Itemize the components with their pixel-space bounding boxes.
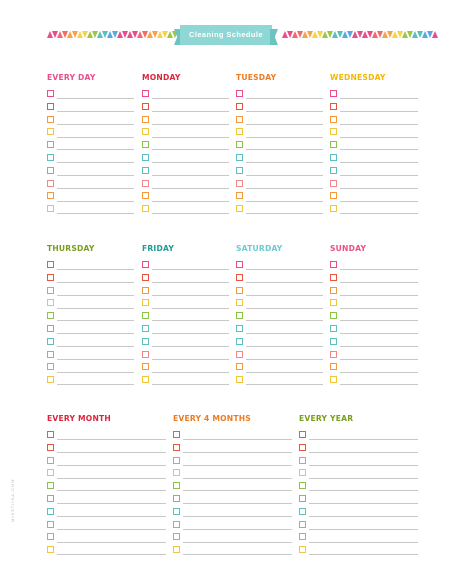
checkbox[interactable] xyxy=(173,495,180,502)
checkbox[interactable] xyxy=(47,299,54,306)
page-title: Cleaning Schedule xyxy=(189,30,263,39)
checkbox[interactable] xyxy=(330,338,337,345)
checklist-row xyxy=(47,348,134,361)
checklist-row xyxy=(47,271,134,284)
checkbox[interactable] xyxy=(47,469,54,476)
checklist-row xyxy=(236,87,323,100)
checklist-row xyxy=(330,335,418,348)
checkbox[interactable] xyxy=(299,482,306,489)
checklist-row xyxy=(299,530,418,543)
checklist-row xyxy=(47,87,134,100)
checkbox[interactable] xyxy=(236,261,243,268)
checklist-row xyxy=(142,284,229,297)
checkbox[interactable] xyxy=(47,508,54,515)
checklist-row xyxy=(299,518,418,531)
checkbox[interactable] xyxy=(330,325,337,332)
checkbox[interactable] xyxy=(299,533,306,540)
checklist-row xyxy=(47,164,134,177)
checkbox[interactable] xyxy=(47,495,54,502)
checklist-row xyxy=(236,271,323,284)
section-thursday xyxy=(47,243,134,386)
checkbox[interactable] xyxy=(47,457,54,464)
checkbox[interactable] xyxy=(236,205,243,212)
checkbox[interactable] xyxy=(142,167,149,174)
checklist-row xyxy=(330,202,418,215)
checkbox[interactable] xyxy=(330,299,337,306)
checklist-row xyxy=(236,164,323,177)
checklist-row xyxy=(330,322,418,335)
checkbox[interactable] xyxy=(142,128,149,135)
checklist-row xyxy=(142,348,229,361)
checkbox[interactable] xyxy=(47,363,54,370)
checkbox[interactable] xyxy=(47,116,54,123)
checklist-row xyxy=(47,530,166,543)
section-every-month xyxy=(47,413,166,556)
checklist-row xyxy=(142,258,229,271)
checkbox[interactable] xyxy=(173,508,180,515)
checklist-row xyxy=(299,479,418,492)
checklist-row xyxy=(173,543,292,556)
checkbox[interactable] xyxy=(330,90,337,97)
write-in-line[interactable] xyxy=(57,384,134,385)
checklist-row xyxy=(47,335,134,348)
checklist-row xyxy=(236,189,323,202)
checklist-row xyxy=(142,309,229,322)
checklist-row xyxy=(173,428,292,441)
section-title: THURSDAY xyxy=(47,244,95,253)
checklist-row xyxy=(236,322,323,335)
checklist-row xyxy=(47,441,166,454)
write-in-line[interactable] xyxy=(183,554,292,555)
checklist-row xyxy=(142,360,229,373)
write-in-line[interactable] xyxy=(309,554,418,555)
checkbox[interactable] xyxy=(299,469,306,476)
checkbox[interactable] xyxy=(47,128,54,135)
checklist-row xyxy=(330,87,418,100)
checkbox[interactable] xyxy=(47,90,54,97)
checklist-row xyxy=(142,113,229,126)
checkbox[interactable] xyxy=(47,482,54,489)
checklist-row xyxy=(47,479,166,492)
section-tuesday xyxy=(236,72,323,215)
checkbox[interactable] xyxy=(236,376,243,383)
checkbox[interactable] xyxy=(236,351,243,358)
checklist-row xyxy=(236,125,323,138)
checklist-row xyxy=(236,373,323,386)
checkbox[interactable] xyxy=(142,338,149,345)
checklist-row xyxy=(299,441,418,454)
checklist-row xyxy=(142,138,229,151)
checklist-row xyxy=(173,466,292,479)
write-in-line[interactable] xyxy=(340,213,418,214)
checkbox[interactable] xyxy=(236,90,243,97)
checkbox[interactable] xyxy=(142,376,149,383)
checkbox[interactable] xyxy=(47,261,54,268)
checklist-row xyxy=(47,466,166,479)
checkbox[interactable] xyxy=(299,457,306,464)
checklist-row xyxy=(47,505,166,518)
checklist-row xyxy=(330,100,418,113)
checklist-row xyxy=(47,113,134,126)
checklist-row xyxy=(299,454,418,467)
checklist-row xyxy=(330,138,418,151)
checklist-row xyxy=(47,138,134,151)
checkbox[interactable] xyxy=(173,431,180,438)
checkbox[interactable] xyxy=(299,444,306,451)
checkbox[interactable] xyxy=(236,167,243,174)
section-title: SATURDAY xyxy=(236,244,283,253)
checkbox[interactable] xyxy=(142,312,149,319)
checklist-row xyxy=(142,335,229,348)
checklist-row xyxy=(236,348,323,361)
checkbox[interactable] xyxy=(236,116,243,123)
checklist-row xyxy=(47,454,166,467)
checklist-row xyxy=(299,466,418,479)
checklist-row xyxy=(330,296,418,309)
section-friday xyxy=(142,243,229,386)
checklist-row xyxy=(330,348,418,361)
checklist-row xyxy=(47,177,134,190)
checkbox[interactable] xyxy=(47,141,54,148)
checklist-row xyxy=(236,360,323,373)
checklist-row xyxy=(173,505,292,518)
checklist-row xyxy=(142,373,229,386)
checklist-row xyxy=(47,125,134,138)
triangle-border-right xyxy=(282,31,438,39)
checklist-row xyxy=(47,296,134,309)
checklist-row xyxy=(330,125,418,138)
checklist-row xyxy=(236,113,323,126)
checkbox[interactable] xyxy=(47,533,54,540)
checklist-row xyxy=(47,189,134,202)
checkbox[interactable] xyxy=(330,180,337,187)
checkbox[interactable] xyxy=(142,154,149,161)
checklist-row xyxy=(236,138,323,151)
checkbox[interactable] xyxy=(299,546,306,553)
section-title: EVERY MONTH xyxy=(47,414,111,423)
checklist-row xyxy=(299,428,418,441)
checklist-row xyxy=(330,189,418,202)
section-title: MONDAY xyxy=(142,73,181,82)
checkbox[interactable] xyxy=(47,521,54,528)
checkbox[interactable] xyxy=(142,180,149,187)
checkbox[interactable] xyxy=(47,103,54,110)
checkbox[interactable] xyxy=(47,154,54,161)
checklist-row xyxy=(173,518,292,531)
checkbox[interactable] xyxy=(330,128,337,135)
checkbox[interactable] xyxy=(142,299,149,306)
checkbox[interactable] xyxy=(47,431,54,438)
checkbox[interactable] xyxy=(330,116,337,123)
checklist-row xyxy=(142,151,229,164)
checkbox[interactable] xyxy=(47,376,54,383)
section-title: EVERY 4 MONTHS xyxy=(173,414,251,423)
checkbox[interactable] xyxy=(236,103,243,110)
checkbox[interactable] xyxy=(173,533,180,540)
checkbox[interactable] xyxy=(142,205,149,212)
checkbox[interactable] xyxy=(142,351,149,358)
checklist-row xyxy=(236,284,323,297)
checkbox[interactable] xyxy=(142,261,149,268)
checklist-row xyxy=(142,164,229,177)
checkbox[interactable] xyxy=(142,287,149,294)
checkbox[interactable] xyxy=(142,192,149,199)
write-in-line[interactable] xyxy=(57,554,166,555)
checklist-row xyxy=(47,151,134,164)
checklist-row xyxy=(173,492,292,505)
checkbox[interactable] xyxy=(142,141,149,148)
checkbox[interactable] xyxy=(47,287,54,294)
checkbox[interactable] xyxy=(236,180,243,187)
write-in-line[interactable] xyxy=(340,384,418,385)
checklist-row xyxy=(236,151,323,164)
checkbox[interactable] xyxy=(47,205,54,212)
checklist-row xyxy=(142,271,229,284)
checklist-row xyxy=(47,258,134,271)
write-in-line[interactable] xyxy=(246,384,323,385)
checkbox[interactable] xyxy=(173,444,180,451)
checkbox[interactable] xyxy=(173,457,180,464)
checkbox[interactable] xyxy=(330,205,337,212)
checkbox[interactable] xyxy=(299,521,306,528)
checkbox[interactable] xyxy=(236,154,243,161)
checkbox[interactable] xyxy=(47,274,54,281)
checklist-row xyxy=(142,189,229,202)
checklist-row xyxy=(330,309,418,322)
section-title: WEDNESDAY xyxy=(330,73,386,82)
section-title: TUESDAY xyxy=(236,73,277,82)
checkbox[interactable] xyxy=(173,546,180,553)
checkbox[interactable] xyxy=(236,128,243,135)
section-sunday xyxy=(330,243,418,386)
checklist-row xyxy=(142,296,229,309)
checkbox[interactable] xyxy=(173,521,180,528)
checklist-row xyxy=(173,530,292,543)
checkbox[interactable] xyxy=(173,482,180,489)
checklist-row xyxy=(236,258,323,271)
section-saturday xyxy=(236,243,323,386)
checkbox[interactable] xyxy=(299,508,306,515)
section-every-day xyxy=(47,72,134,215)
checkbox[interactable] xyxy=(47,312,54,319)
checkbox[interactable] xyxy=(142,90,149,97)
checklist-row xyxy=(330,258,418,271)
checklist-row xyxy=(299,543,418,556)
checkbox[interactable] xyxy=(47,167,54,174)
checkbox[interactable] xyxy=(236,312,243,319)
checkbox[interactable] xyxy=(330,274,337,281)
side-credit: MISSTIINA.COM xyxy=(10,478,15,522)
checkbox[interactable] xyxy=(330,192,337,199)
checklist-row xyxy=(142,202,229,215)
section-every-year xyxy=(299,413,418,556)
checklist-row xyxy=(173,479,292,492)
checkbox[interactable] xyxy=(330,363,337,370)
checkbox[interactable] xyxy=(47,192,54,199)
checklist-row xyxy=(173,454,292,467)
checklist-row xyxy=(47,360,134,373)
write-in-line[interactable] xyxy=(57,213,134,214)
checkbox[interactable] xyxy=(236,192,243,199)
checklist-row xyxy=(47,373,134,386)
write-in-line[interactable] xyxy=(246,213,323,214)
checklist-row xyxy=(330,151,418,164)
checkbox[interactable] xyxy=(330,154,337,161)
checkbox[interactable] xyxy=(330,312,337,319)
section-title: SUNDAY xyxy=(330,244,367,253)
checkbox[interactable] xyxy=(47,325,54,332)
checklist-row xyxy=(236,177,323,190)
checklist-row xyxy=(330,113,418,126)
checklist-row xyxy=(142,100,229,113)
checklist-row xyxy=(142,125,229,138)
checklist-row xyxy=(236,202,323,215)
section-title: EVERY DAY xyxy=(47,73,96,82)
checkbox[interactable] xyxy=(330,141,337,148)
checklist-row xyxy=(47,322,134,335)
section-monday xyxy=(142,72,229,215)
checklist-row xyxy=(142,87,229,100)
checkbox[interactable] xyxy=(330,376,337,383)
checkbox[interactable] xyxy=(330,287,337,294)
checkbox[interactable] xyxy=(236,287,243,294)
checklist-row xyxy=(47,100,134,113)
checklist-row xyxy=(330,164,418,177)
checkbox[interactable] xyxy=(142,325,149,332)
section-title: FRIDAY xyxy=(142,244,175,253)
checklist-row xyxy=(236,100,323,113)
checkbox[interactable] xyxy=(330,103,337,110)
checklist-row xyxy=(47,284,134,297)
checklist-row xyxy=(142,322,229,335)
checkbox[interactable] xyxy=(330,261,337,268)
checklist-row xyxy=(330,271,418,284)
checkbox[interactable] xyxy=(236,338,243,345)
checkbox[interactable] xyxy=(236,141,243,148)
checklist-row xyxy=(47,518,166,531)
checkbox[interactable] xyxy=(330,351,337,358)
checkbox[interactable] xyxy=(236,299,243,306)
checkbox[interactable] xyxy=(330,167,337,174)
checkbox[interactable] xyxy=(47,444,54,451)
checkbox[interactable] xyxy=(47,351,54,358)
write-in-line[interactable] xyxy=(152,384,229,385)
checklist-row xyxy=(330,373,418,386)
checkbox[interactable] xyxy=(47,546,54,553)
checkbox[interactable] xyxy=(299,495,306,502)
checklist-row xyxy=(299,492,418,505)
section-every-4-months xyxy=(173,413,292,556)
checklist-row xyxy=(47,202,134,215)
header-banner xyxy=(0,24,450,46)
checklist-row xyxy=(142,177,229,190)
section-title: EVERY YEAR xyxy=(299,414,354,423)
checklist-row xyxy=(330,360,418,373)
checkbox[interactable] xyxy=(236,274,243,281)
checklist-row xyxy=(236,335,323,348)
checkbox[interactable] xyxy=(47,180,54,187)
checklist-row xyxy=(173,441,292,454)
checklist-row xyxy=(236,309,323,322)
write-in-line[interactable] xyxy=(152,213,229,214)
checkbox[interactable] xyxy=(47,338,54,345)
checkbox[interactable] xyxy=(236,325,243,332)
checklist-row xyxy=(47,543,166,556)
checklist-row xyxy=(330,177,418,190)
checklist-row xyxy=(236,296,323,309)
checkbox[interactable] xyxy=(236,363,243,370)
checkbox[interactable] xyxy=(142,116,149,123)
checkbox[interactable] xyxy=(142,103,149,110)
checkbox[interactable] xyxy=(299,431,306,438)
checklist-row xyxy=(330,284,418,297)
checkbox[interactable] xyxy=(142,274,149,281)
checklist-row xyxy=(47,309,134,322)
triangle-decoration xyxy=(432,31,438,38)
checkbox[interactable] xyxy=(173,469,180,476)
checklist-row xyxy=(47,428,166,441)
section-wednesday xyxy=(330,72,418,215)
checklist-row xyxy=(299,505,418,518)
checklist-row xyxy=(47,492,166,505)
checkbox[interactable] xyxy=(142,363,149,370)
